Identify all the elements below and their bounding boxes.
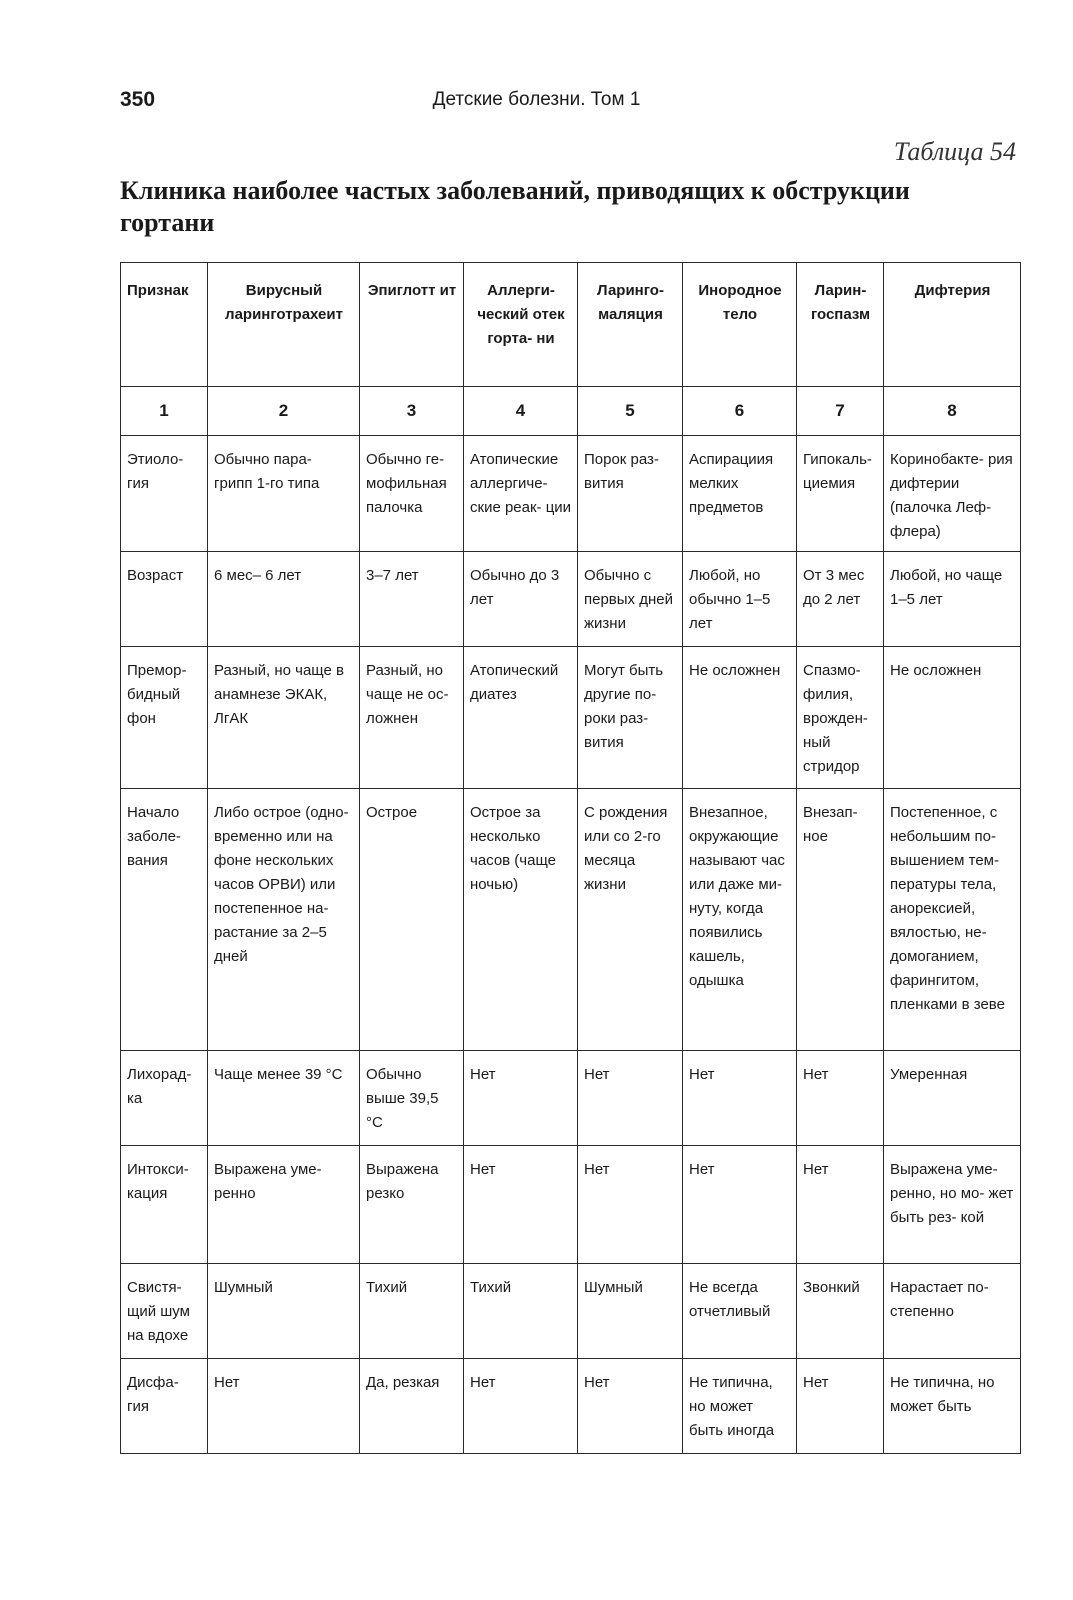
header-row xyxy=(121,263,1021,387)
table-cell: Атопические аллергиче- ские реак- ции xyxy=(464,436,578,552)
table-cell: Нет xyxy=(208,1359,360,1454)
table-cell: Обычно выше 39,5 °C xyxy=(360,1051,464,1146)
table-cell: Обычно до 3 лет xyxy=(464,552,578,647)
column-number: 6 xyxy=(683,387,797,436)
header-cell: Инородное тело xyxy=(683,263,797,387)
table-cell: Могут быть другие по- роки раз- вития xyxy=(578,647,683,789)
clinical-table xyxy=(120,262,1021,1454)
table-cell: Постепенное, с небольшим по- вышением тем- пературы тела, анорексией, вялостью, не- домоганием, фарингитом, пленками в зеве xyxy=(884,789,1021,1051)
table-cell: Не осложнен xyxy=(884,647,1021,789)
table-cell: Звонкий xyxy=(797,1264,884,1359)
table-cell: Внезап- ное xyxy=(797,789,884,1051)
column-number: 8 xyxy=(884,387,1021,436)
table-row xyxy=(121,1051,1021,1146)
table-cell: Аспирациия мелких предметов xyxy=(683,436,797,552)
column-number: 3 xyxy=(360,387,464,436)
table-cell: Нет xyxy=(797,1359,884,1454)
table-cell: Чаще менее 39 °C xyxy=(208,1051,360,1146)
column-number: 7 xyxy=(797,387,884,436)
table-cell: Не всегда отчетливый xyxy=(683,1264,797,1359)
table-row xyxy=(121,1359,1021,1454)
table-label: Таблица 54 xyxy=(893,137,1016,166)
row-label-cell: Дисфа- гия xyxy=(121,1359,208,1454)
header-cell: Ларинго- маляция xyxy=(578,263,683,387)
column-number-row xyxy=(121,387,1021,436)
table-cell: Любой, но чаще 1–5 лет xyxy=(884,552,1021,647)
header-cell: Дифтерия xyxy=(884,263,1021,387)
table-row xyxy=(121,1146,1021,1264)
table-row xyxy=(121,647,1021,789)
page-number: 350 xyxy=(120,88,156,111)
table-cell: Обычно ге- мофильная палочка xyxy=(360,436,464,552)
table-row xyxy=(121,552,1021,647)
table-cell: 3–7 лет xyxy=(360,552,464,647)
table-cell: От 3 мес до 2 лет xyxy=(797,552,884,647)
header-cell: Ларин- госпазм xyxy=(797,263,884,387)
table-cell: Не типична, но может быть xyxy=(884,1359,1021,1454)
table-cell: Не типична, но может быть иногда xyxy=(683,1359,797,1454)
table-cell: 6 мес– 6 лет xyxy=(208,552,360,647)
table-cell: Нет xyxy=(464,1146,578,1264)
table-title: Клиника наиболее частых заболеваний, приводящих к обструкции гортани xyxy=(120,176,910,237)
column-number: 4 xyxy=(464,387,578,436)
table-row xyxy=(121,436,1021,552)
table-cell: Тихий xyxy=(360,1264,464,1359)
column-number: 5 xyxy=(578,387,683,436)
table-cell: Не осложнен xyxy=(683,647,797,789)
table-cell: Шумный xyxy=(578,1264,683,1359)
table-cell: Острое xyxy=(360,789,464,1051)
table-cell: Порок раз- вития xyxy=(578,436,683,552)
table-cell: Нет xyxy=(578,1051,683,1146)
table-cell: Тихий xyxy=(464,1264,578,1359)
table-cell: Нарастает по- степенно xyxy=(884,1264,1021,1359)
table-cell: Либо острое (одно- временно или на фоне нескольких часов ОРВИ) или постепенное на- растание за 2–5 дней xyxy=(208,789,360,1051)
table-cell: Выражена уме- ренно, но мо- жет быть рез- кой xyxy=(884,1146,1021,1264)
table-cell: Умеренная xyxy=(884,1051,1021,1146)
table-cell: Да, резкая xyxy=(360,1359,464,1454)
table-cell: Нет xyxy=(797,1146,884,1264)
table-cell: Спазмо- филия, врожден- ный стридор xyxy=(797,647,884,789)
table-cell: Гипокаль- циемия xyxy=(797,436,884,552)
table-cell: Нет xyxy=(683,1146,797,1264)
table-cell: С рождения или со 2-го месяца жизни xyxy=(578,789,683,1051)
row-label-cell: Начало заболе- вания xyxy=(121,789,208,1051)
row-label-cell: Этиоло- гия xyxy=(121,436,208,552)
header-cell: Аллерги- ческий отек горта- ни xyxy=(464,263,578,387)
table-cell: Нет xyxy=(464,1359,578,1454)
table-cell: Выражена уме- ренно xyxy=(208,1146,360,1264)
table-row xyxy=(121,789,1021,1051)
table-cell: Нет xyxy=(683,1051,797,1146)
row-label-cell: Свистя- щий шум на вдохе xyxy=(121,1264,208,1359)
table-cell: Нет xyxy=(578,1146,683,1264)
table-cell: Разный, но чаще в анамнезе ЭКАК, ЛгАК xyxy=(208,647,360,789)
column-number: 2 xyxy=(208,387,360,436)
table-cell: Коринобакте- рия дифтерии (палочка Леф- флера) xyxy=(884,436,1021,552)
table-cell: Выражена резко xyxy=(360,1146,464,1264)
header-cell: Вирусный ларинготрахеит xyxy=(208,263,360,387)
table-cell: Обычно пара- грипп 1-го типа xyxy=(208,436,360,552)
table-cell: Шумный xyxy=(208,1264,360,1359)
table-cell: Любой, но обычно 1–5 лет xyxy=(683,552,797,647)
running-header: Детские болезни. Том 1 xyxy=(432,89,641,110)
table-cell: Нет xyxy=(578,1359,683,1454)
table-cell: Острое за несколько часов (чаще ночью) xyxy=(464,789,578,1051)
header-cell: Признак xyxy=(121,263,208,387)
table-cell: Нет xyxy=(464,1051,578,1146)
row-label-cell: Возраст xyxy=(121,552,208,647)
table-cell: Обычно с первых дней жизни xyxy=(578,552,683,647)
table-cell: Внезапное, окружающие называют час или даже ми- нуту, когда появились кашель, одышка xyxy=(683,789,797,1051)
row-label-cell: Премор- бидный фон xyxy=(121,647,208,789)
column-number: 1 xyxy=(121,387,208,436)
table-cell: Атопический диатез xyxy=(464,647,578,789)
row-label-cell: Интокси- кация xyxy=(121,1146,208,1264)
row-label-cell: Лихорад- ка xyxy=(121,1051,208,1146)
header-cell: Эпиглотт ит xyxy=(360,263,464,387)
table-row xyxy=(121,1264,1021,1359)
table-cell: Нет xyxy=(797,1051,884,1146)
table-cell: Разный, но чаще не ос- ложнен xyxy=(360,647,464,789)
